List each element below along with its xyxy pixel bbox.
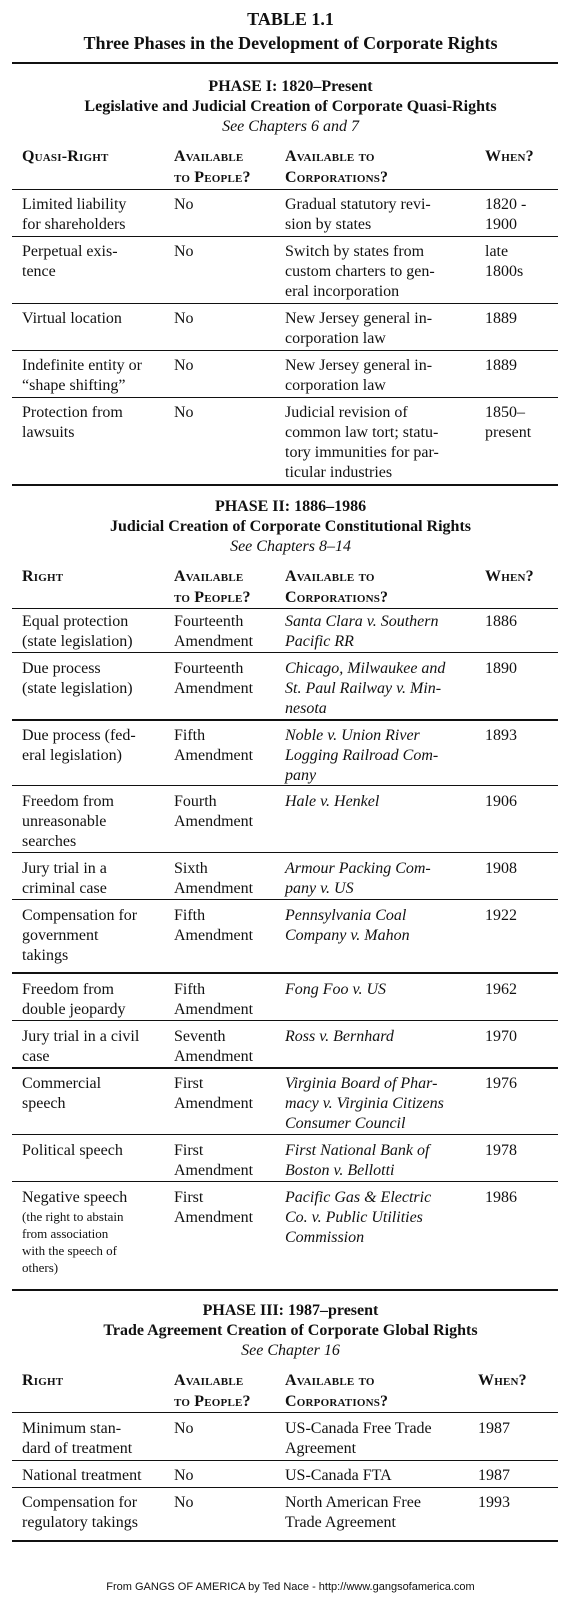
text-line: Protection from (22, 404, 123, 421)
text-line: pany (285, 767, 317, 784)
text-line: regulatory takings (22, 1514, 138, 1531)
row-right (22, 309, 122, 329)
text-line: No (174, 1494, 194, 1511)
text-line: Due process (22, 660, 101, 677)
text-line: 1987 (478, 1467, 510, 1484)
text-line: eral legislation) (22, 747, 122, 764)
text-line: government (22, 927, 99, 944)
text-line: No (174, 310, 194, 327)
table-rule (12, 350, 558, 351)
text-line: Co. v. Public Utilities (285, 1209, 423, 1226)
row-right (22, 242, 118, 282)
text-line: New Jersey general in- (285, 357, 433, 374)
header-text: Corporations? (285, 589, 389, 606)
header-text: Right (22, 1372, 64, 1389)
text-line: Amendment (174, 1162, 254, 1179)
col-header-when (485, 147, 534, 168)
col-header-right (22, 567, 63, 588)
row-right (22, 1188, 127, 1276)
text-line: Freedom from (22, 793, 114, 810)
row-when (478, 1419, 510, 1439)
row-right (22, 612, 133, 652)
text-line: Amendment (174, 680, 254, 697)
row-right (22, 659, 133, 699)
row-right (22, 195, 126, 235)
text-line: Armour Packing Com- (285, 860, 431, 877)
row-corporations (285, 1188, 431, 1248)
row-right (22, 906, 137, 966)
text-line: No (174, 243, 194, 260)
col-header-corporations (285, 567, 388, 609)
text-line: from association (22, 1226, 109, 1241)
row-when (485, 859, 517, 879)
text-line: Perpetual exis- (22, 243, 118, 260)
text-line: 1987 (478, 1420, 510, 1437)
text-line: Fourteenth (174, 660, 244, 677)
text-line: late (485, 243, 509, 260)
text-line: First National Bank of (285, 1142, 430, 1159)
header-text: to People? (174, 589, 251, 606)
col-header-when (478, 1371, 527, 1392)
text-line: Fong Foo v. US (285, 981, 387, 998)
header-text: Quasi-Right (22, 148, 109, 165)
text-line: Amendment (174, 880, 254, 897)
row-when (485, 403, 531, 443)
row-people (174, 1141, 253, 1181)
header-text: Corporations? (285, 1393, 389, 1410)
table-rule (12, 652, 558, 653)
row-people (174, 356, 194, 376)
header-text: Right (22, 568, 64, 585)
text-line: Agreement (285, 1440, 357, 1457)
text-line: Pacific Gas & Electric (285, 1189, 432, 1206)
row-corporations (285, 659, 445, 719)
row-when (485, 1027, 517, 1047)
text-line: speech (22, 1095, 66, 1112)
table-number: TABLE 1.1 (247, 9, 334, 29)
row-corporations (285, 612, 438, 652)
text-line: Ross v. Bernhard (285, 1028, 394, 1045)
footer-credit: From GANGS OF AMERICA by Ted Nace - http://www.gangsofamerica.com (106, 1581, 475, 1593)
row-corporations (285, 792, 379, 812)
text-line: nesota (285, 700, 327, 717)
table-rule (12, 1540, 558, 1542)
text-line: No (174, 404, 194, 421)
row-corporations (285, 403, 439, 483)
row-people (174, 1027, 253, 1067)
text-line: Amendment (174, 927, 254, 944)
row-people (174, 1188, 253, 1228)
text-line: Equal protection (22, 613, 129, 630)
row-people (174, 1074, 253, 1114)
row-corporations (285, 356, 432, 396)
text-line: Jury trial in a (22, 860, 107, 877)
text-line: Amendment (174, 1001, 254, 1018)
text-line: Trade Agreement (285, 1514, 396, 1531)
text-line: (state legislation) (22, 680, 133, 697)
header-text: Available (174, 148, 244, 165)
row-people (174, 1493, 194, 1513)
text-line: 1976 (485, 1075, 517, 1092)
row-people (174, 1419, 194, 1439)
text-line: corporation law (285, 377, 386, 394)
text-line: US-Canada Free Trade (285, 1420, 432, 1437)
text-line: (the right to abstain (22, 1209, 124, 1224)
phase-heading-line1: PHASE II: 1886–1986 (214, 498, 367, 515)
row-corporations (285, 980, 386, 1000)
text-line: Freedom from (22, 981, 114, 998)
row-corporations (285, 242, 435, 302)
text-line: others) (22, 1260, 59, 1275)
row-people (174, 195, 194, 215)
text-line: Pennsylvania Coal (285, 907, 407, 924)
row-corporations (285, 309, 432, 349)
text-line: Fifth (174, 727, 206, 744)
text-line: No (174, 196, 194, 213)
phase-heading-line1: PHASE III: 1987–present (202, 1302, 379, 1319)
text-line: 1820 - (485, 196, 527, 213)
row-when (485, 726, 517, 746)
row-people (174, 906, 253, 946)
row-people (174, 659, 253, 699)
row-corporations (285, 1419, 432, 1459)
row-right (22, 1466, 142, 1486)
table-rule (12, 62, 558, 64)
phase-heading-line2: Trade Agreement Creation of Corporate Global Rights (103, 1322, 478, 1339)
phase-heading-line3: See Chapter 16 (241, 1342, 340, 1359)
text-line: Compensation for (22, 1494, 138, 1511)
text-line: Virginia Board of Phar- (285, 1075, 438, 1092)
text-line: Santa Clara v. Southern (285, 613, 439, 630)
text-line: 1850– (485, 404, 525, 421)
table-rule (12, 1020, 558, 1021)
row-right-note (22, 1208, 127, 1276)
table-rule (12, 972, 558, 974)
table-rule (12, 1134, 558, 1135)
text-line: lawsuits (22, 424, 75, 441)
text-line: “shape shifting” (22, 377, 126, 394)
text-line: eral incorporation (285, 283, 400, 300)
text-line: Judicial revision of (285, 404, 408, 421)
table-rule (12, 852, 558, 853)
text-line: ticular industries (285, 464, 393, 481)
phase-heading (0, 77, 581, 137)
text-line: tory immunities for par- (285, 444, 439, 461)
header-text: Available (174, 1372, 244, 1389)
row-people (174, 612, 253, 652)
text-line: Consumer Council (285, 1115, 406, 1132)
row-right (22, 1074, 101, 1114)
text-line: 1906 (485, 793, 517, 810)
text-line: dard of treatment (22, 1440, 133, 1457)
row-right (22, 1419, 132, 1459)
header-text: to People? (174, 169, 251, 186)
row-when (478, 1466, 510, 1486)
table-rule (12, 719, 558, 721)
text-line: Chicago, Milwaukee and (285, 660, 446, 677)
text-line: Company v. Mahon (285, 927, 410, 944)
row-when (485, 612, 517, 632)
text-line: macy v. Virginia Citizens (285, 1095, 444, 1112)
text-line: corporation law (285, 330, 386, 347)
text-line: No (174, 1467, 194, 1484)
text-line: double jeopardy (22, 1001, 126, 1018)
row-people (174, 1466, 194, 1486)
text-line: Fourth (174, 793, 217, 810)
row-right (22, 859, 107, 899)
text-line: for shareholders (22, 216, 126, 233)
table-rule (12, 484, 558, 486)
text-line: Noble v. Union River (285, 727, 420, 744)
col-header-corporations (285, 147, 388, 189)
table-rule (12, 303, 558, 304)
text-line: Gradual statutory revi- (285, 196, 431, 213)
text-line: takings (22, 947, 69, 964)
col-header-right (22, 1371, 63, 1392)
text-line: Boston v. Bellotti (285, 1162, 395, 1179)
text-line: 1889 (485, 357, 517, 374)
row-right (22, 792, 114, 852)
table-rule (12, 785, 558, 786)
text-line: Sixth (174, 860, 208, 877)
text-line: 1890 (485, 660, 517, 677)
text-line: First (174, 1189, 204, 1206)
phase-heading-line2: Judicial Creation of Corporate Constitutional Rights (109, 518, 472, 535)
text-line: Due process (fed- (22, 727, 136, 744)
text-line: Seventh (174, 1028, 226, 1045)
row-corporations (285, 1141, 429, 1181)
row-when (478, 1493, 510, 1513)
row-corporations (285, 1027, 394, 1047)
row-right (22, 1141, 123, 1161)
row-when (485, 1074, 517, 1094)
text-line: Commercial (22, 1075, 102, 1092)
text-line: searches (22, 833, 77, 850)
header-text: Available to (285, 568, 375, 585)
row-when (485, 1141, 517, 1161)
row-when (485, 242, 523, 282)
col-header-people (174, 1371, 251, 1413)
text-line: sion by states (285, 216, 372, 233)
row-when (485, 356, 517, 376)
text-line: US-Canada FTA (285, 1467, 392, 1484)
text-line: present (485, 424, 532, 441)
row-when (485, 195, 526, 235)
text-line: (state legislation) (22, 633, 133, 650)
text-line: Jury trial in a civil (22, 1028, 140, 1045)
row-right (22, 726, 136, 766)
header-text: to People? (174, 1393, 251, 1410)
row-when (485, 980, 517, 1000)
col-header-right (22, 147, 109, 168)
header-text: Available to (285, 148, 375, 165)
row-right (22, 980, 126, 1020)
row-people (174, 792, 253, 832)
table-rule (12, 899, 558, 900)
text-line: Fifth (174, 981, 206, 998)
phase-heading-line2: Legislative and Judicial Creation of Corporate Quasi-Rights (84, 98, 497, 115)
header-text: Available (174, 568, 244, 585)
col-header-when (485, 567, 534, 588)
table-rule (12, 1289, 558, 1291)
row-people (174, 403, 194, 423)
text-line: No (174, 357, 194, 374)
header-text: When? (485, 148, 534, 165)
table-rule (12, 236, 558, 237)
text-line: Amendment (174, 1095, 254, 1112)
text-line: pany v. US (285, 880, 354, 897)
text-line: Amendment (174, 813, 254, 830)
text-line: 1908 (485, 860, 517, 877)
row-when (485, 792, 517, 812)
text-line: Amendment (174, 1048, 254, 1065)
text-line: Limited liability (22, 196, 127, 213)
text-line: criminal case (22, 880, 107, 897)
table-rule (12, 1487, 558, 1488)
phase-heading-line3: See Chapters 8–14 (230, 538, 351, 555)
text-line: 1886 (485, 613, 517, 630)
row-when (485, 906, 517, 926)
text-line: 1986 (485, 1189, 517, 1206)
text-line: 1922 (485, 907, 517, 924)
text-line: Pacific RR (285, 633, 354, 650)
text-line: 1893 (485, 727, 517, 744)
row-people (174, 242, 194, 262)
text-line: Amendment (174, 1209, 254, 1226)
col-header-corporations (285, 1371, 388, 1413)
text-line: Amendment (174, 747, 254, 764)
header-text: Corporations? (285, 169, 389, 186)
text-line: 1962 (485, 981, 517, 998)
table-rule (12, 189, 558, 190)
text-line: tence (22, 263, 56, 280)
row-corporations (285, 859, 431, 899)
header-text: Available to (285, 1372, 375, 1389)
text-line: Switch by states from (285, 243, 425, 260)
phase-heading (0, 1301, 581, 1361)
row-right (22, 1027, 139, 1067)
text-line: Compensation for (22, 907, 138, 924)
text-line: Fifth (174, 907, 206, 924)
row-right (22, 403, 123, 443)
text-line: National treatment (22, 1467, 142, 1484)
text-line: 1800s (485, 263, 524, 280)
row-corporations (285, 195, 431, 235)
text-line: Commission (285, 1229, 365, 1246)
row-corporations (285, 726, 438, 786)
text-line: case (22, 1048, 50, 1065)
text-line: Minimum stan- (22, 1420, 122, 1437)
header-text: When? (478, 1372, 527, 1389)
text-line: North American Free (285, 1494, 421, 1511)
text-line: Amendment (174, 633, 254, 650)
table-rule (12, 1460, 558, 1461)
row-people (174, 726, 253, 766)
table-rule (12, 1067, 558, 1069)
text-line: Hale v. Henkel (285, 793, 380, 810)
text-line: 1900 (485, 216, 517, 233)
row-right (22, 1493, 138, 1533)
text-line: Negative speech (22, 1189, 128, 1206)
phase-heading-line3: See Chapters 6 and 7 (222, 118, 359, 135)
row-people (174, 309, 194, 329)
text-line: Fourteenth (174, 613, 244, 630)
text-line: Indefinite entity or (22, 357, 142, 374)
table-rule (12, 608, 558, 609)
row-when (485, 659, 517, 679)
text-line: St. Paul Railway v. Min- (285, 680, 442, 697)
text-line: First (174, 1075, 204, 1092)
text-line: 1889 (485, 310, 517, 327)
text-line: 1978 (485, 1142, 517, 1159)
text-line: with the speech of (22, 1243, 117, 1258)
row-right (22, 356, 142, 396)
row-people (174, 980, 253, 1020)
table-rule (12, 1412, 558, 1413)
header-text: When? (485, 568, 534, 585)
text-line: unreasonable (22, 813, 107, 830)
text-line: Political speech (22, 1142, 123, 1159)
text-line: Virtual location (22, 310, 122, 327)
row-when (485, 309, 517, 329)
col-header-people (174, 567, 251, 609)
row-corporations (285, 906, 410, 946)
phase-heading-line1: PHASE I: 1820–Present (208, 78, 373, 95)
table-rule (12, 1181, 558, 1182)
text-line: First (174, 1142, 204, 1159)
table-title: Three Phases in the Development of Corporate Rights (83, 33, 498, 53)
text-line: common law tort; statu- (285, 424, 439, 441)
text-line: New Jersey general in- (285, 310, 433, 327)
text-line: 1970 (485, 1028, 517, 1045)
text-line: No (174, 1420, 194, 1437)
text-line: 1993 (478, 1494, 510, 1511)
row-when (485, 1188, 517, 1208)
text-line: custom charters to gen- (285, 263, 435, 280)
phase-heading (0, 497, 581, 557)
row-corporations (285, 1074, 444, 1134)
text-line: Logging Railroad Com- (285, 747, 439, 764)
table-rule (12, 397, 558, 398)
row-corporations (285, 1493, 421, 1533)
row-people (174, 859, 253, 899)
col-header-people (174, 147, 251, 189)
row-corporations (285, 1466, 392, 1486)
